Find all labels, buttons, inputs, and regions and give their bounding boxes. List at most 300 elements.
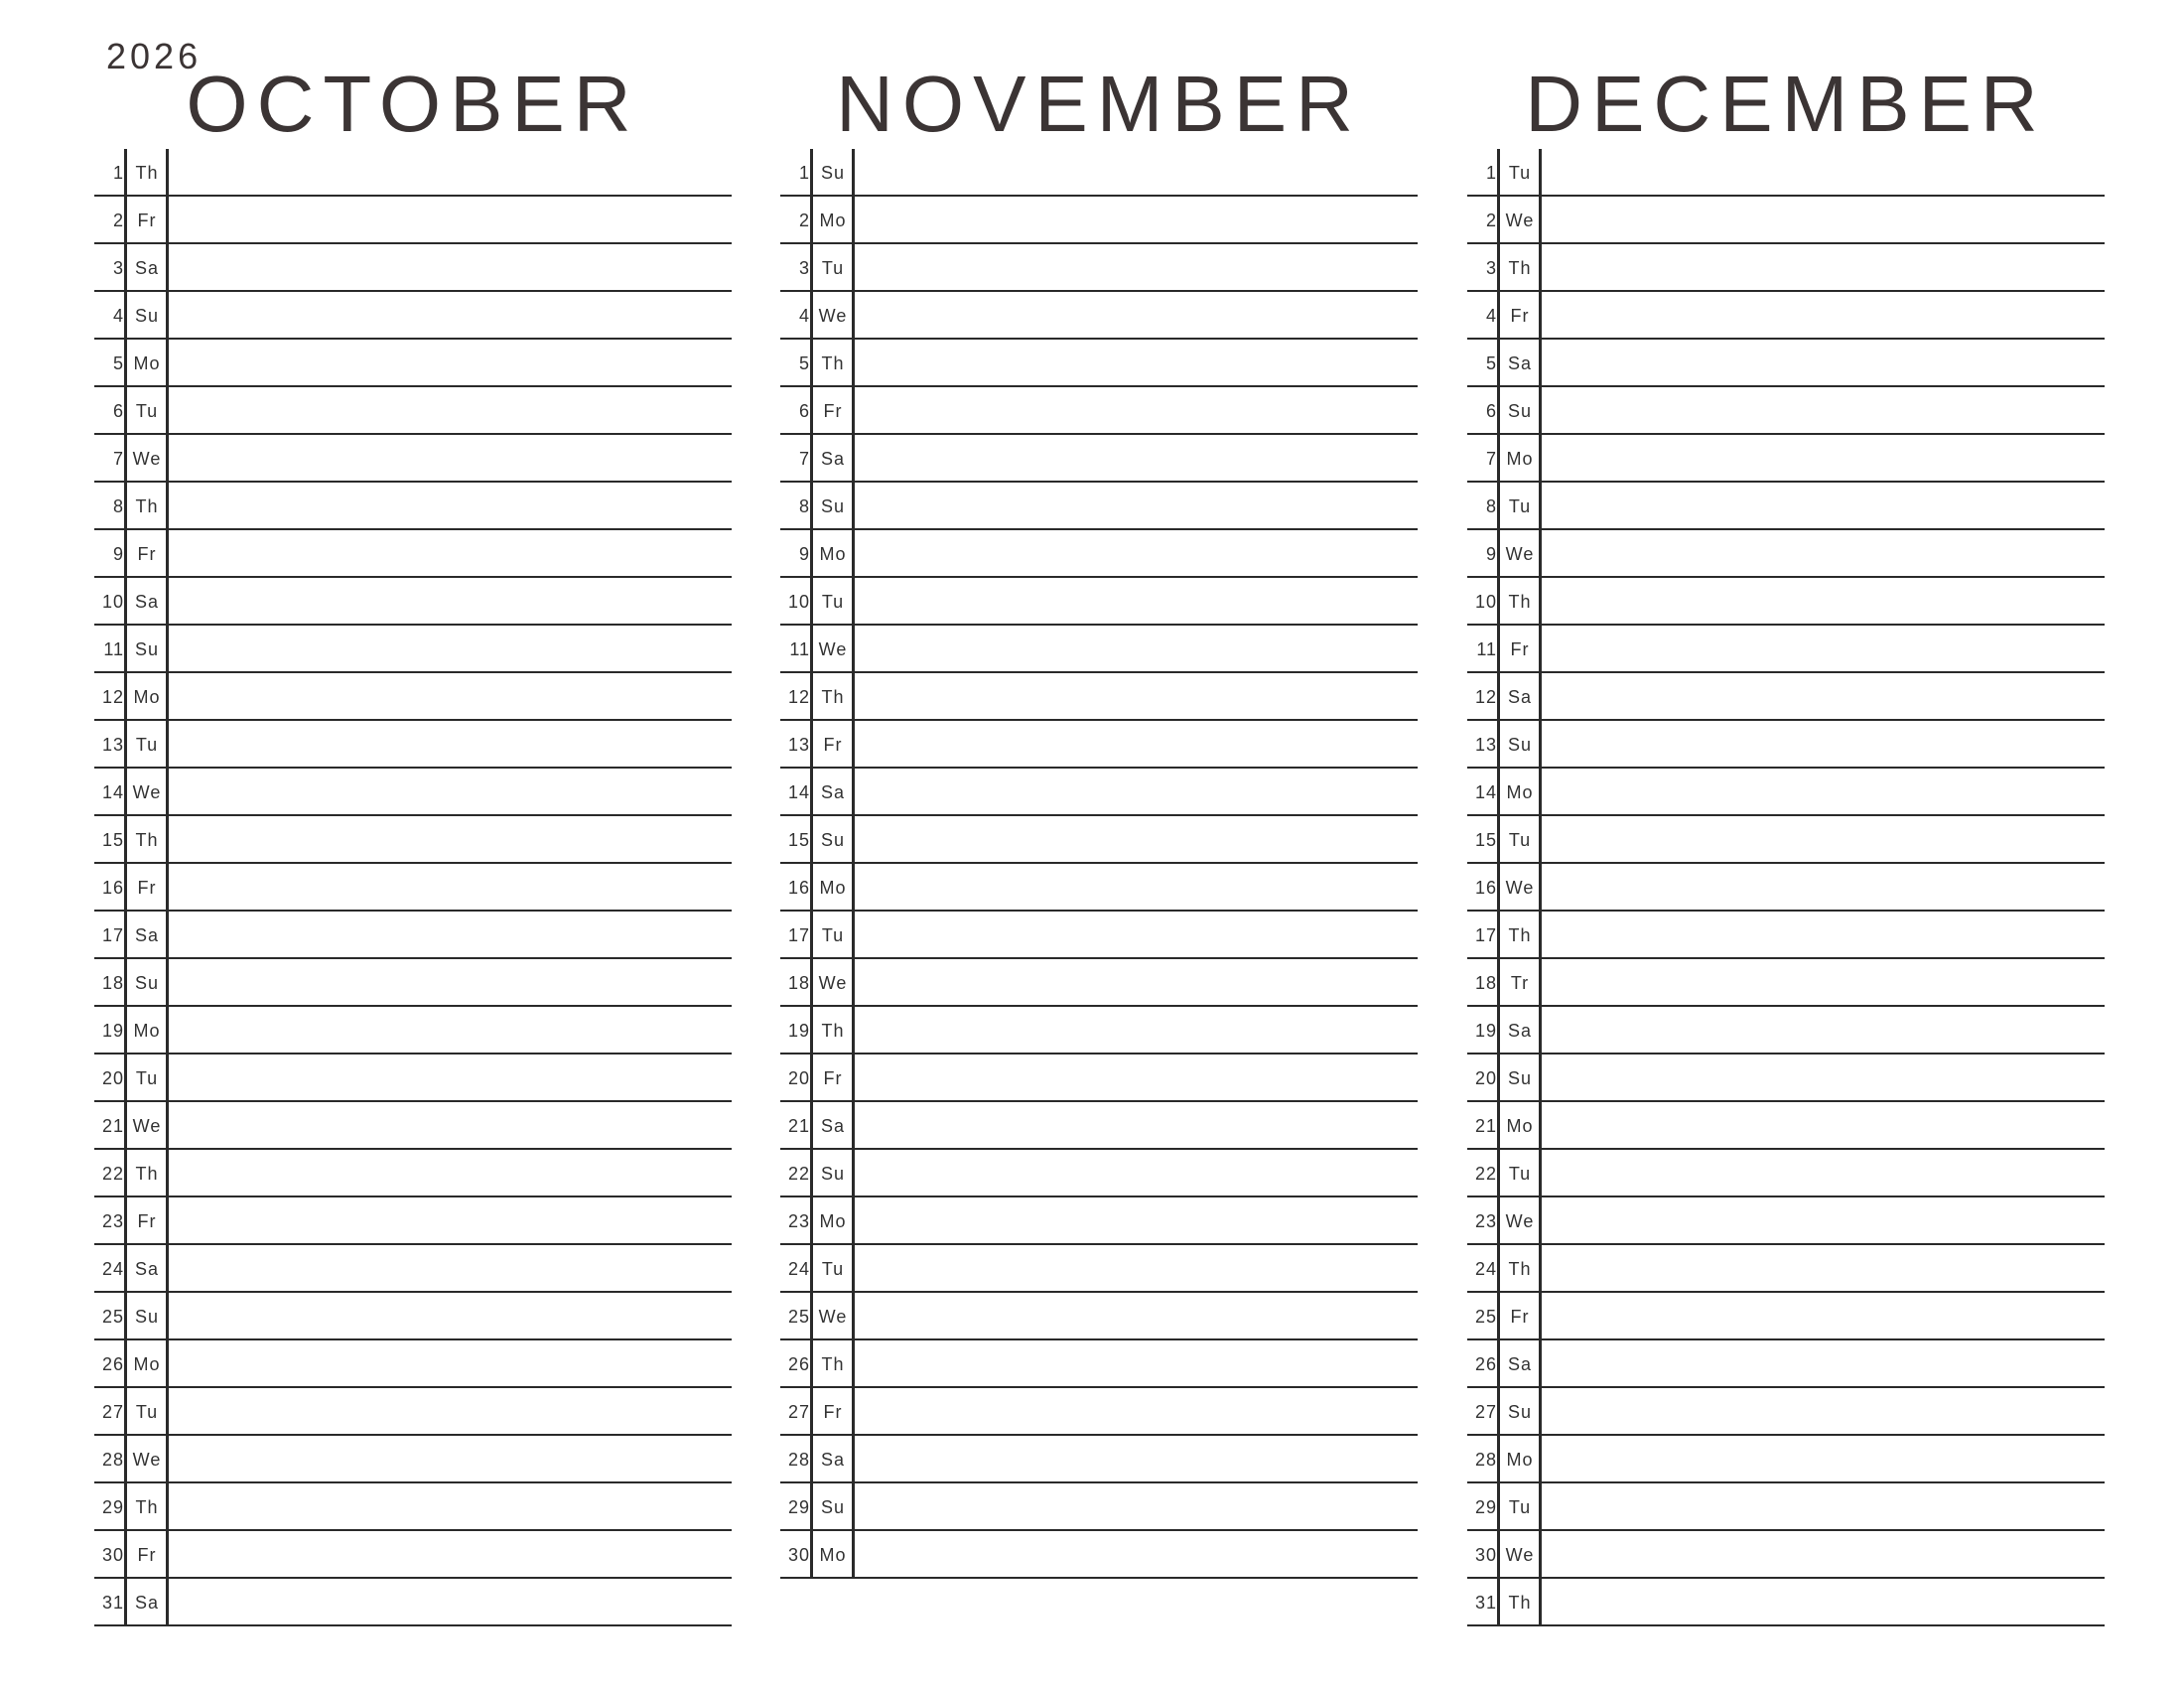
day-row bbox=[94, 292, 732, 340]
note-line[interactable] bbox=[855, 816, 1418, 862]
column-divider bbox=[124, 816, 127, 864]
day-row bbox=[780, 1531, 1418, 1579]
column-divider bbox=[810, 244, 813, 292]
note-line[interactable] bbox=[1542, 340, 2105, 385]
note-line[interactable] bbox=[855, 1150, 1418, 1196]
day-number: 3 bbox=[1485, 258, 1497, 278]
column-divider bbox=[1497, 1245, 1500, 1293]
day-row bbox=[780, 1007, 1418, 1055]
note-line[interactable] bbox=[855, 244, 1418, 290]
day-number: 24 bbox=[787, 1259, 810, 1279]
note-line[interactable] bbox=[169, 1436, 732, 1481]
day-number: 21 bbox=[1474, 1116, 1497, 1136]
day-number: 19 bbox=[1474, 1021, 1497, 1041]
column-divider bbox=[1497, 530, 1500, 578]
column-divider bbox=[810, 530, 813, 578]
day-row bbox=[94, 340, 732, 387]
column-divider bbox=[810, 769, 813, 816]
note-line[interactable] bbox=[1542, 1150, 2105, 1196]
column-divider bbox=[124, 578, 127, 626]
note-line[interactable] bbox=[855, 912, 1418, 957]
column-divider bbox=[1497, 816, 1500, 864]
note-line[interactable] bbox=[1542, 721, 2105, 767]
day-number: 13 bbox=[1474, 735, 1497, 755]
day-number: 19 bbox=[787, 1021, 810, 1041]
day-number: 24 bbox=[1474, 1259, 1497, 1279]
day-row bbox=[94, 1150, 732, 1197]
note-line[interactable] bbox=[855, 435, 1418, 481]
day-list bbox=[1467, 149, 2105, 1626]
note-line[interactable] bbox=[855, 578, 1418, 624]
weekday-label: Su bbox=[134, 639, 160, 659]
day-row bbox=[780, 1055, 1418, 1102]
note-line[interactable] bbox=[855, 1436, 1418, 1481]
weekday-label: Tu bbox=[1508, 496, 1532, 516]
note-line[interactable] bbox=[169, 864, 732, 910]
column-divider bbox=[1497, 292, 1500, 340]
day-number: 22 bbox=[787, 1164, 810, 1184]
weekday-label: Sa bbox=[1507, 353, 1533, 373]
day-number: 18 bbox=[1474, 973, 1497, 993]
note-line[interactable] bbox=[169, 244, 732, 290]
day-number: 21 bbox=[101, 1116, 124, 1136]
note-line[interactable] bbox=[855, 769, 1418, 814]
weekday-label: Fr bbox=[1510, 639, 1530, 659]
column-divider bbox=[124, 1340, 127, 1388]
day-number: 6 bbox=[112, 401, 124, 421]
note-line[interactable] bbox=[169, 1579, 732, 1624]
day-row bbox=[94, 1197, 732, 1245]
weekday-label: Su bbox=[1507, 735, 1533, 755]
note-line[interactable] bbox=[1542, 149, 2105, 195]
day-number: 21 bbox=[787, 1116, 810, 1136]
weekday-label: Fr bbox=[823, 735, 843, 755]
day-row bbox=[780, 1388, 1418, 1436]
column-divider bbox=[810, 626, 813, 673]
day-row bbox=[94, 1579, 732, 1626]
weekday-label: Th bbox=[821, 1021, 845, 1041]
note-line[interactable] bbox=[1542, 435, 2105, 481]
day-number: 17 bbox=[1474, 925, 1497, 945]
column-divider bbox=[810, 1293, 813, 1340]
note-line[interactable] bbox=[169, 673, 732, 719]
note-line[interactable] bbox=[169, 1340, 732, 1386]
note-line[interactable] bbox=[855, 864, 1418, 910]
note-line[interactable] bbox=[169, 292, 732, 338]
column-divider bbox=[1497, 483, 1500, 530]
note-line[interactable] bbox=[855, 292, 1418, 338]
note-line[interactable] bbox=[855, 1483, 1418, 1529]
column-divider bbox=[1497, 959, 1500, 1007]
note-line[interactable] bbox=[169, 1007, 732, 1053]
day-row bbox=[94, 387, 732, 435]
day-row bbox=[1467, 721, 2105, 769]
note-line[interactable] bbox=[1542, 1007, 2105, 1053]
note-line[interactable] bbox=[855, 673, 1418, 719]
weekday-label: Su bbox=[134, 1307, 160, 1327]
weekday-label: Tu bbox=[1508, 830, 1532, 850]
weekday-label: Th bbox=[135, 1497, 159, 1517]
note-line[interactable] bbox=[169, 1102, 732, 1148]
column-divider bbox=[124, 1055, 127, 1102]
note-line[interactable] bbox=[1542, 816, 2105, 862]
note-line[interactable] bbox=[169, 721, 732, 767]
day-number: 30 bbox=[787, 1545, 810, 1565]
day-number: 19 bbox=[101, 1021, 124, 1041]
day-row bbox=[780, 1197, 1418, 1245]
day-number: 12 bbox=[787, 687, 810, 707]
note-line[interactable] bbox=[169, 197, 732, 242]
day-row bbox=[1467, 1245, 2105, 1293]
column-divider bbox=[124, 1007, 127, 1055]
day-row bbox=[94, 197, 732, 244]
note-line[interactable] bbox=[1542, 626, 2105, 671]
weekday-label: Mo bbox=[133, 1021, 161, 1041]
note-line[interactable] bbox=[1542, 244, 2105, 290]
note-line[interactable] bbox=[855, 959, 1418, 1005]
note-line[interactable] bbox=[169, 340, 732, 385]
weekday-label: We bbox=[132, 1450, 162, 1470]
weekday-label: Fr bbox=[1510, 306, 1530, 326]
weekday-label: Su bbox=[820, 163, 846, 183]
note-line[interactable] bbox=[1542, 864, 2105, 910]
day-row bbox=[780, 769, 1418, 816]
weekday-label: Su bbox=[134, 306, 160, 326]
day-row bbox=[94, 626, 732, 673]
day-row bbox=[780, 483, 1418, 530]
day-number: 16 bbox=[101, 878, 124, 898]
day-number: 6 bbox=[798, 401, 810, 421]
day-number: 31 bbox=[1474, 1593, 1497, 1613]
column-divider bbox=[810, 1483, 813, 1531]
column-divider bbox=[810, 483, 813, 530]
note-line[interactable] bbox=[169, 1483, 732, 1529]
day-row bbox=[1467, 530, 2105, 578]
day-row bbox=[94, 959, 732, 1007]
weekday-label: Fr bbox=[823, 1068, 843, 1088]
weekday-label: Su bbox=[820, 1164, 846, 1184]
day-number: 18 bbox=[101, 973, 124, 993]
day-row bbox=[780, 340, 1418, 387]
note-line[interactable] bbox=[855, 1007, 1418, 1053]
day-row bbox=[1467, 1150, 2105, 1197]
note-line[interactable] bbox=[169, 626, 732, 671]
weekday-label: Sa bbox=[1507, 1354, 1533, 1374]
note-line[interactable] bbox=[1542, 197, 2105, 242]
weekday-label: Mo bbox=[133, 353, 161, 373]
column-divider bbox=[124, 626, 127, 673]
note-line[interactable] bbox=[169, 912, 732, 957]
note-line[interactable] bbox=[855, 149, 1418, 195]
weekday-label: Mo bbox=[819, 878, 847, 898]
day-number: 10 bbox=[787, 592, 810, 612]
column-divider bbox=[1497, 1007, 1500, 1055]
weekday-label: Su bbox=[820, 1497, 846, 1517]
weekday-label: Mo bbox=[1506, 782, 1534, 802]
column-divider bbox=[810, 721, 813, 769]
day-row bbox=[94, 1007, 732, 1055]
note-line[interactable] bbox=[169, 1055, 732, 1100]
day-number: 1 bbox=[798, 163, 810, 183]
note-line[interactable] bbox=[855, 483, 1418, 528]
weekday-label: Sa bbox=[1507, 1021, 1533, 1041]
note-line[interactable] bbox=[855, 626, 1418, 671]
column-divider bbox=[1497, 1197, 1500, 1245]
day-row bbox=[780, 387, 1418, 435]
day-row bbox=[780, 1340, 1418, 1388]
day-number: 28 bbox=[101, 1450, 124, 1470]
column-divider bbox=[124, 1245, 127, 1293]
note-line[interactable] bbox=[1542, 1055, 2105, 1100]
day-number: 28 bbox=[787, 1450, 810, 1470]
note-line[interactable] bbox=[855, 1340, 1418, 1386]
day-number: 23 bbox=[1474, 1211, 1497, 1231]
day-row bbox=[1467, 1102, 2105, 1150]
column-divider bbox=[810, 864, 813, 912]
day-row bbox=[780, 912, 1418, 959]
day-row bbox=[1467, 244, 2105, 292]
column-divider bbox=[810, 387, 813, 435]
column-divider bbox=[810, 1340, 813, 1388]
day-row bbox=[94, 435, 732, 483]
column-divider bbox=[1497, 1388, 1500, 1436]
note-line[interactable] bbox=[1542, 1483, 2105, 1529]
note-line[interactable] bbox=[1542, 1293, 2105, 1338]
weekday-label: Sa bbox=[1507, 687, 1533, 707]
note-line[interactable] bbox=[1542, 959, 2105, 1005]
weekday-label: Su bbox=[1507, 1402, 1533, 1422]
day-row bbox=[1467, 816, 2105, 864]
day-number: 23 bbox=[787, 1211, 810, 1231]
day-row bbox=[94, 673, 732, 721]
note-line[interactable] bbox=[855, 197, 1418, 242]
note-line[interactable] bbox=[169, 1245, 732, 1291]
day-row bbox=[94, 864, 732, 912]
note-line[interactable] bbox=[1542, 1436, 2105, 1481]
day-number: 11 bbox=[1476, 639, 1497, 659]
note-line[interactable] bbox=[169, 435, 732, 481]
day-number: 27 bbox=[101, 1402, 124, 1422]
weekday-label: Th bbox=[135, 1164, 159, 1184]
note-line[interactable] bbox=[855, 340, 1418, 385]
note-line[interactable] bbox=[169, 1293, 732, 1338]
note-line[interactable] bbox=[1542, 387, 2105, 433]
column-divider bbox=[810, 197, 813, 244]
day-number: 5 bbox=[1485, 353, 1497, 373]
day-number: 4 bbox=[1485, 306, 1497, 326]
column-divider bbox=[124, 530, 127, 578]
day-number: 22 bbox=[101, 1164, 124, 1184]
day-number: 10 bbox=[1474, 592, 1497, 612]
note-line[interactable] bbox=[855, 387, 1418, 433]
day-number: 17 bbox=[787, 925, 810, 945]
column-divider bbox=[124, 1436, 127, 1483]
column-divider bbox=[124, 435, 127, 483]
day-number: 24 bbox=[101, 1259, 124, 1279]
column-divider bbox=[1497, 912, 1500, 959]
weekday-label: Th bbox=[135, 163, 159, 183]
column-divider bbox=[1497, 578, 1500, 626]
weekday-label: Mo bbox=[133, 687, 161, 707]
day-row bbox=[780, 1483, 1418, 1531]
note-line[interactable] bbox=[169, 1150, 732, 1196]
day-number: 3 bbox=[798, 258, 810, 278]
weekday-label: Tu bbox=[1508, 163, 1532, 183]
note-line[interactable] bbox=[855, 1245, 1418, 1291]
note-line[interactable] bbox=[855, 1055, 1418, 1100]
weekday-label: Su bbox=[820, 496, 846, 516]
note-line[interactable] bbox=[169, 578, 732, 624]
column-divider bbox=[810, 292, 813, 340]
column-divider bbox=[810, 1150, 813, 1197]
note-line[interactable] bbox=[855, 1197, 1418, 1243]
note-line[interactable] bbox=[169, 483, 732, 528]
weekday-label: Th bbox=[135, 496, 159, 516]
column-divider bbox=[124, 340, 127, 387]
day-number: 2 bbox=[798, 211, 810, 230]
note-line[interactable] bbox=[855, 1531, 1418, 1577]
weekday-label: Su bbox=[1507, 401, 1533, 421]
column-divider bbox=[124, 864, 127, 912]
day-row bbox=[780, 149, 1418, 197]
note-line[interactable] bbox=[855, 1102, 1418, 1148]
note-line[interactable] bbox=[1542, 769, 2105, 814]
note-line[interactable] bbox=[1542, 1340, 2105, 1386]
day-row bbox=[1467, 673, 2105, 721]
note-line[interactable] bbox=[169, 1388, 732, 1434]
day-number: 8 bbox=[798, 496, 810, 516]
note-line[interactable] bbox=[855, 721, 1418, 767]
note-line[interactable] bbox=[169, 530, 732, 576]
day-number: 7 bbox=[1485, 449, 1497, 469]
column-divider bbox=[124, 959, 127, 1007]
column-divider bbox=[810, 1245, 813, 1293]
column-divider bbox=[810, 1531, 813, 1579]
day-number: 20 bbox=[101, 1068, 124, 1088]
column-divider bbox=[124, 1579, 127, 1626]
day-number: 16 bbox=[1474, 878, 1497, 898]
weekday-label: Sa bbox=[820, 1450, 846, 1470]
day-row bbox=[1467, 1483, 2105, 1531]
column-divider bbox=[810, 1055, 813, 1102]
note-line[interactable] bbox=[169, 959, 732, 1005]
weekday-label: We bbox=[1505, 1211, 1535, 1231]
note-line[interactable] bbox=[169, 769, 732, 814]
weekday-label: Tu bbox=[821, 925, 845, 945]
weekday-label: Fr bbox=[137, 1545, 157, 1565]
weekday-label: Tu bbox=[135, 1068, 159, 1088]
day-number: 17 bbox=[101, 925, 124, 945]
weekday-label: Su bbox=[820, 830, 846, 850]
column-divider bbox=[1497, 1579, 1500, 1626]
weekday-label: Fr bbox=[823, 1402, 843, 1422]
note-line[interactable] bbox=[1542, 673, 2105, 719]
note-line[interactable] bbox=[1542, 1245, 2105, 1291]
day-number: 29 bbox=[1474, 1497, 1497, 1517]
day-row bbox=[94, 1245, 732, 1293]
day-row bbox=[780, 816, 1418, 864]
column-divider bbox=[1497, 149, 1500, 197]
day-row bbox=[780, 1245, 1418, 1293]
day-row bbox=[1467, 578, 2105, 626]
note-line[interactable] bbox=[1542, 1197, 2105, 1243]
day-row bbox=[780, 1436, 1418, 1483]
column-divider bbox=[1497, 1340, 1500, 1388]
day-row bbox=[94, 1340, 732, 1388]
note-line[interactable] bbox=[1542, 1388, 2105, 1434]
column-divider bbox=[124, 149, 127, 197]
note-line[interactable] bbox=[1542, 292, 2105, 338]
day-row bbox=[1467, 340, 2105, 387]
column-divider bbox=[124, 673, 127, 721]
weekday-label: Sa bbox=[820, 782, 846, 802]
column-divider bbox=[1497, 1055, 1500, 1102]
weekday-label: Tr bbox=[1510, 973, 1530, 993]
day-number: 31 bbox=[101, 1593, 124, 1613]
weekday-label: Th bbox=[1508, 258, 1532, 278]
day-row bbox=[780, 244, 1418, 292]
weekday-label: We bbox=[1505, 1545, 1535, 1565]
day-row bbox=[780, 1102, 1418, 1150]
note-line[interactable] bbox=[1542, 483, 2105, 528]
day-number: 20 bbox=[1474, 1068, 1497, 1088]
note-line[interactable] bbox=[169, 387, 732, 433]
note-line[interactable] bbox=[1542, 1579, 2105, 1624]
day-row bbox=[94, 769, 732, 816]
column-divider bbox=[810, 816, 813, 864]
note-line[interactable] bbox=[1542, 1531, 2105, 1577]
day-number: 7 bbox=[798, 449, 810, 469]
note-line[interactable] bbox=[855, 1293, 1418, 1338]
column-divider bbox=[1497, 1483, 1500, 1531]
note-line[interactable] bbox=[1542, 1102, 2105, 1148]
column-divider bbox=[124, 1388, 127, 1436]
day-row bbox=[1467, 1197, 2105, 1245]
column-divider bbox=[1497, 1293, 1500, 1340]
weekday-label: We bbox=[132, 1116, 162, 1136]
day-number: 8 bbox=[1485, 496, 1497, 516]
note-line[interactable] bbox=[169, 816, 732, 862]
day-row bbox=[94, 1531, 732, 1579]
note-line[interactable] bbox=[855, 1388, 1418, 1434]
weekday-label: Mo bbox=[819, 544, 847, 564]
note-line[interactable] bbox=[1542, 912, 2105, 957]
column-divider bbox=[1497, 864, 1500, 912]
note-line[interactable] bbox=[169, 1197, 732, 1243]
note-line[interactable] bbox=[1542, 530, 2105, 576]
column-divider bbox=[124, 769, 127, 816]
note-line[interactable] bbox=[855, 530, 1418, 576]
note-line[interactable] bbox=[169, 1531, 732, 1577]
month-title: OCTOBER bbox=[186, 60, 640, 148]
column-divider bbox=[1497, 244, 1500, 292]
note-line[interactable] bbox=[169, 149, 732, 195]
column-divider bbox=[124, 1150, 127, 1197]
column-divider bbox=[1497, 1531, 1500, 1579]
weekday-label: Mo bbox=[1506, 1116, 1534, 1136]
day-row bbox=[780, 292, 1418, 340]
day-number: 12 bbox=[101, 687, 124, 707]
note-line[interactable] bbox=[1542, 578, 2105, 624]
day-number: 4 bbox=[112, 306, 124, 326]
day-number: 23 bbox=[101, 1211, 124, 1231]
weekday-label: We bbox=[1505, 878, 1535, 898]
day-number: 15 bbox=[1474, 830, 1497, 850]
weekday-label: Tu bbox=[135, 735, 159, 755]
day-row bbox=[1467, 1388, 2105, 1436]
weekday-label: Tu bbox=[1508, 1164, 1532, 1184]
day-number: 16 bbox=[787, 878, 810, 898]
